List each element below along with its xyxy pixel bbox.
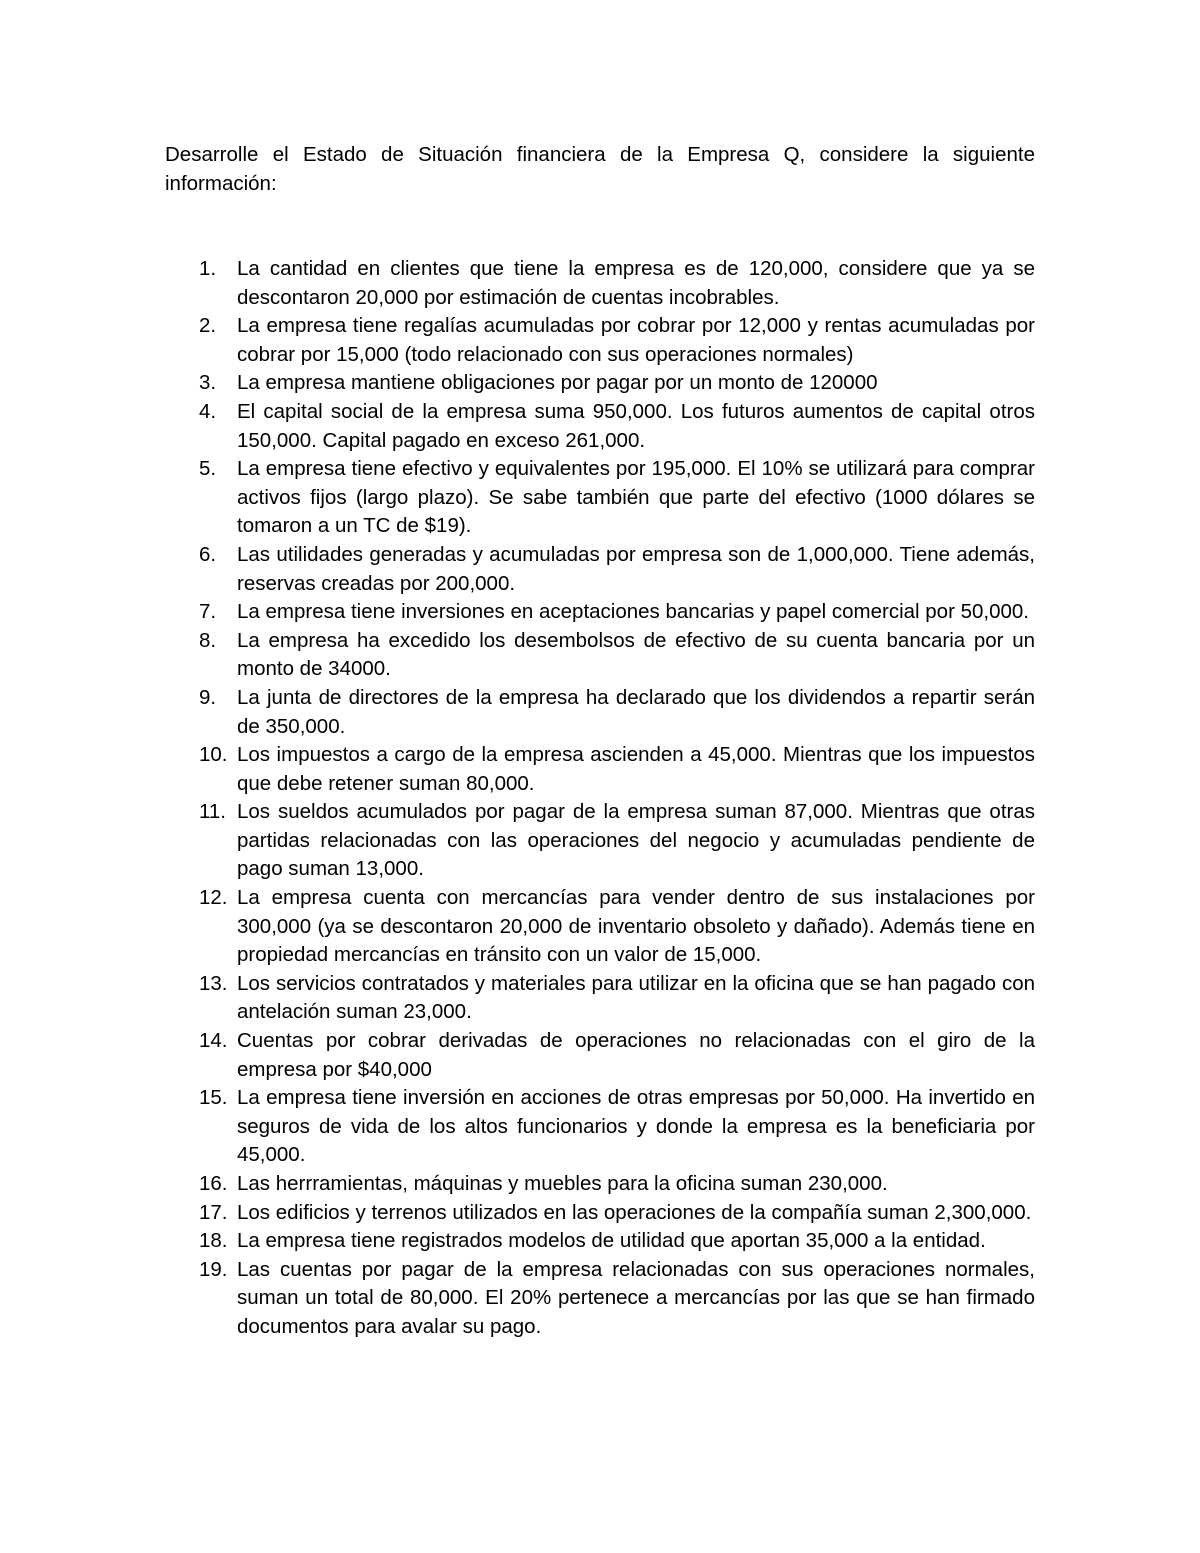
list-item (165, 541, 1035, 598)
list-item (165, 1256, 1035, 1342)
item-text: La empresa tiene inversión en acciones de otras empresas por 50,000. Ha invertido en seguros de vida de los altos funcionarios y donde la empresa es la beneficiaria por 45,000. (237, 1086, 1035, 1167)
item-text: La empresa ha excedido los desembolsos de efectivo de su cuenta bancaria por un monto de 34000. (237, 628, 1035, 681)
item-text: Los servicios contratados y materiales para utilizar en la oficina que se han pagado con antelación suman 23,000. (237, 971, 1035, 1024)
item-number: 1. (199, 257, 217, 280)
item-text: Cuentas por cobrar derivadas de operaciones no relacionadas con el giro de la empresa por $40,000 (237, 1029, 1035, 1081)
item-text: Las herrramientas, máquinas y muebles para la oficina suman 230,000. (237, 1172, 888, 1195)
item-text: Las cuentas por pagar de la empresa relacionadas con sus operaciones normales, suman un total de 80,000. El 20% pertenece a mercancías por las que se han firmado documentos para avalar su pago. (237, 1257, 1035, 1338)
item-number: 6. (199, 542, 217, 566)
list-item (165, 1027, 1035, 1084)
list-item (165, 455, 1035, 541)
list-item (165, 598, 1035, 627)
item-number: 13. (199, 971, 228, 995)
list-item (165, 369, 1035, 398)
item-number: 16. (199, 1172, 228, 1195)
list-item (165, 884, 1035, 970)
item-number: 4. (199, 399, 217, 423)
list-item (165, 684, 1035, 741)
list-item (165, 970, 1035, 1027)
list-item (165, 398, 1035, 455)
item-number: 14. (199, 1029, 228, 1053)
item-text: Los sueldos acumulados por pagar de la empresa suman 87,000. Mientras que otras partidas relacionadas con las operaciones del negocio y acumuladas pendiente de pago suman 13,000. (237, 800, 1035, 881)
item-text: Los impuestos a cargo de la empresa ascienden a 45,000. Mientras que los impuestos que debe retener suman 80,000. (237, 743, 1035, 795)
list-item (165, 627, 1035, 684)
item-text: La empresa tiene efectivo y equivalentes por 195,000. El 10% se utilizará para comprar activos fijos (largo plazo). Se sabe también que parte del efectivo (1000 dólares se tomaron a un TC de $19). (237, 457, 1035, 538)
item-number: 17. (199, 1200, 228, 1224)
item-text: La empresa tiene registrados modelos de utilidad que aportan 35,000 a la entidad. (237, 1229, 986, 1253)
item-number: 10. (199, 743, 228, 767)
item-text: La cantidad en clientes que tiene la empresa es de 120,000, considere que ya se descontaron 20,000 por estimación de cuentas incobrables. (237, 257, 1035, 309)
item-number: 8. (199, 628, 217, 652)
list-item (165, 1227, 1035, 1256)
item-number: 15. (199, 1086, 228, 1110)
list-item (165, 1170, 1035, 1199)
list-item (165, 312, 1035, 369)
item-number: 11. (199, 800, 226, 824)
item-number: 19. (199, 1257, 228, 1281)
list-item (165, 1084, 1035, 1170)
item-text: La empresa tiene regalías acumuladas por cobrar por 12,000 y rentas acumuladas por cobrar por 15,000 (todo relacionado con sus operaciones normales) (237, 314, 1035, 366)
item-number: 7. (199, 600, 217, 624)
item-number: 18. (199, 1229, 228, 1253)
list-item (165, 1199, 1035, 1228)
item-number: 5. (199, 457, 217, 481)
item-text: La empresa mantiene obligaciones por pagar por un monto de 120000 (237, 371, 878, 395)
item-number: 12. (199, 886, 228, 910)
item-text: La junta de directores de la empresa ha declarado que los dividendos a repartir serán de 350,000. (237, 685, 1035, 738)
information-list (165, 255, 1035, 1342)
item-number: 9. (199, 685, 217, 709)
list-item (165, 255, 1035, 312)
item-number: 2. (199, 314, 217, 338)
item-text: Los edificios y terrenos utilizados en las operaciones de la compañía suman 2,300,000. (237, 1200, 1032, 1224)
item-text: La empresa cuenta con mercancías para vender dentro de sus instalaciones por 300,000 (ya se descontaron 20,000 de inventario obsoleto y dañado). Además tiene en propiedad mercancías en tránsito con un valor de 15,000. (237, 886, 1035, 967)
intro-paragraph: Desarrolle el Estado de Situación financiera de la Empresa Q, considere la siguiente información: (165, 143, 1035, 195)
item-text: La empresa tiene inversiones en aceptaciones bancarias y papel comercial por 50,000. (237, 600, 1030, 624)
item-text: El capital social de la empresa suma 950,000. Los futuros aumentos de capital otros 150,000. Capital pagado en exceso 261,000. (237, 399, 1035, 452)
item-number: 3. (199, 371, 217, 395)
item-text: Las utilidades generadas y acumuladas por empresa son de 1,000,000. Tiene además, reservas creadas por 200,000. (237, 542, 1035, 595)
list-item (165, 741, 1035, 798)
list-item (165, 798, 1035, 884)
